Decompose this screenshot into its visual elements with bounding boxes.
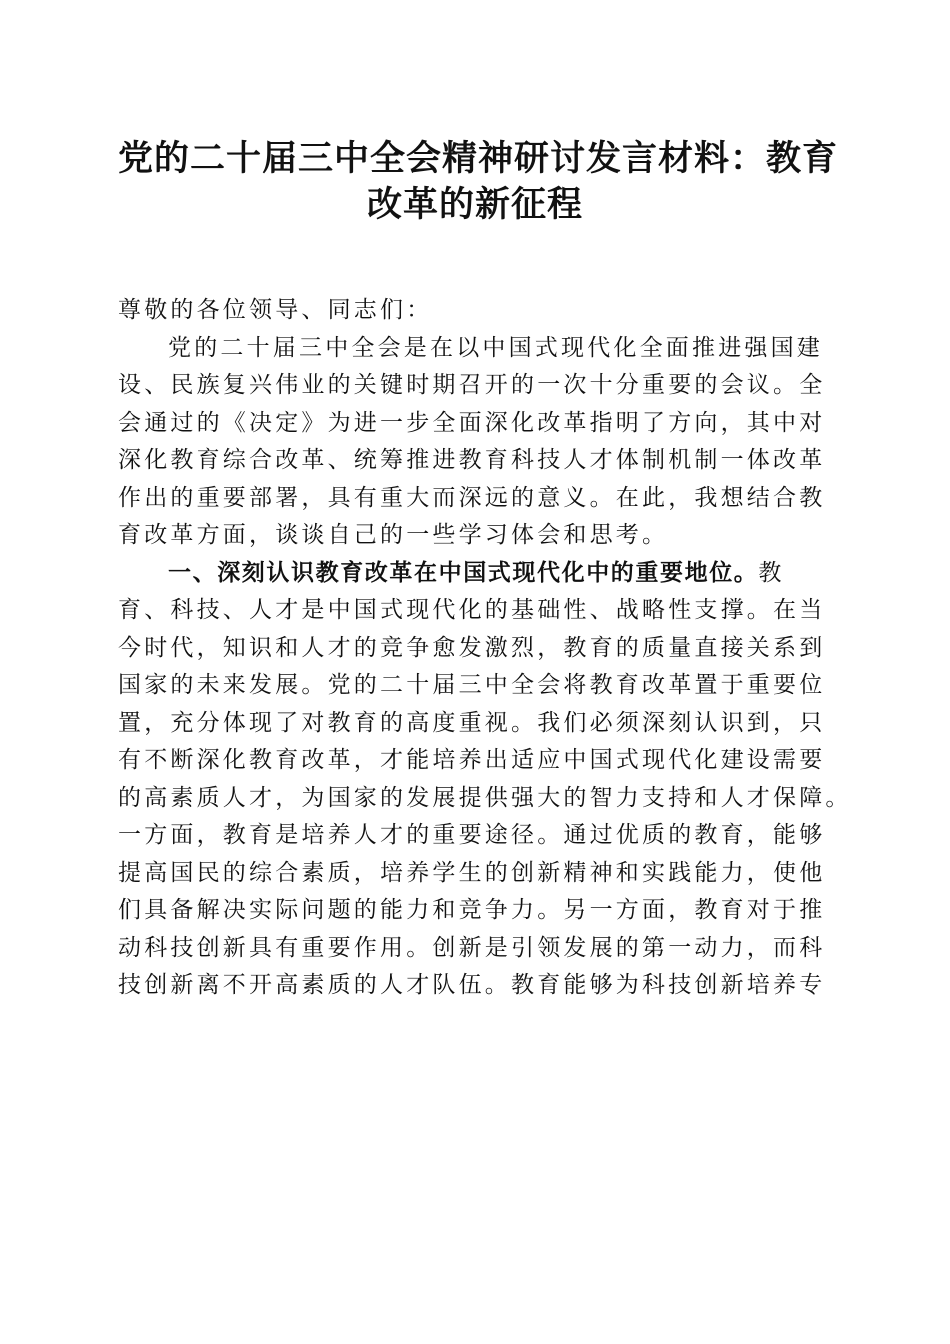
paragraph-line: 设、民族复兴伟业的关键时期召开的一次十分重要的会议。全 [118,372,826,398]
paragraph-line: 一方面，教育是培养人才的重要途径。通过优质的教育，能够 [118,822,826,848]
paragraph-line: 国家的未来发展。党的二十届三中全会将教育改革置于重要位 [118,672,826,698]
paragraph-line: 育改革方面，谈谈自己的一些学习体会和思考。 [118,522,669,548]
paragraph-line: 党的二十届三中全会是在以中国式现代化全面推进强国建 [168,334,823,361]
paragraph-line: 育、科技、人才是中国式现代化的基础性、战略性支撑。在当 [118,597,826,623]
section-1 [118,555,852,1005]
paragraph-line: 会通过的《决定》为进一步全面深化改革指明了方向，其中对 [118,409,826,436]
paragraph-line: 技创新离不开高素质的人才队伍。教育能够为科技创新培养专 [118,972,826,998]
section-1-first-tail: 教 [758,559,785,586]
paragraph-line: 们具备解决实际问题的能力和竞争力。另一方面，教育对于推 [118,897,826,923]
section-1-first-line [118,555,832,593]
paragraph-line: 的高素质人才，为国家的发展提供强大的智力支持和人才保障。 [118,784,852,811]
paragraph-intro [118,330,832,555]
paragraph-line: 动科技创新具有重要作用。创新是引领发展的第一动力，而科 [118,934,826,961]
paragraph-line: 提高国民的综合素质，培养学生的创新精神和实践能力，使他 [118,859,826,886]
salutation: 尊敬的各位领导、同志们： [118,297,433,323]
document-title [118,136,839,228]
title-line-1: 党的二十届三中全会精神研讨发言材料：教育 [118,138,839,179]
document-page [118,136,852,1005]
paragraph-line: 置，充分体现了对教育的高度重视。我们必须深刻认识到，只 [118,709,826,736]
paragraph-line: 今时代，知识和人才的竞争愈发激烈，教育的质量直接关系到 [118,634,826,661]
paragraph-line: 作出的重要部署，具有重大而深远的意义。在此，我想结合教 [118,484,826,511]
title-line-2: 改革的新征程 [366,184,583,225]
paragraph-line: 深化教育综合改革、统筹推进教育科技人才体制机制一体改革 [118,447,826,473]
section-1-heading: 一、深刻认识教育改革在中国式现代化中的重要地位。 [168,559,759,586]
paragraph-line: 有不断深化教育改革，才能培养出适应中国式现代化建设需要 [118,747,826,773]
